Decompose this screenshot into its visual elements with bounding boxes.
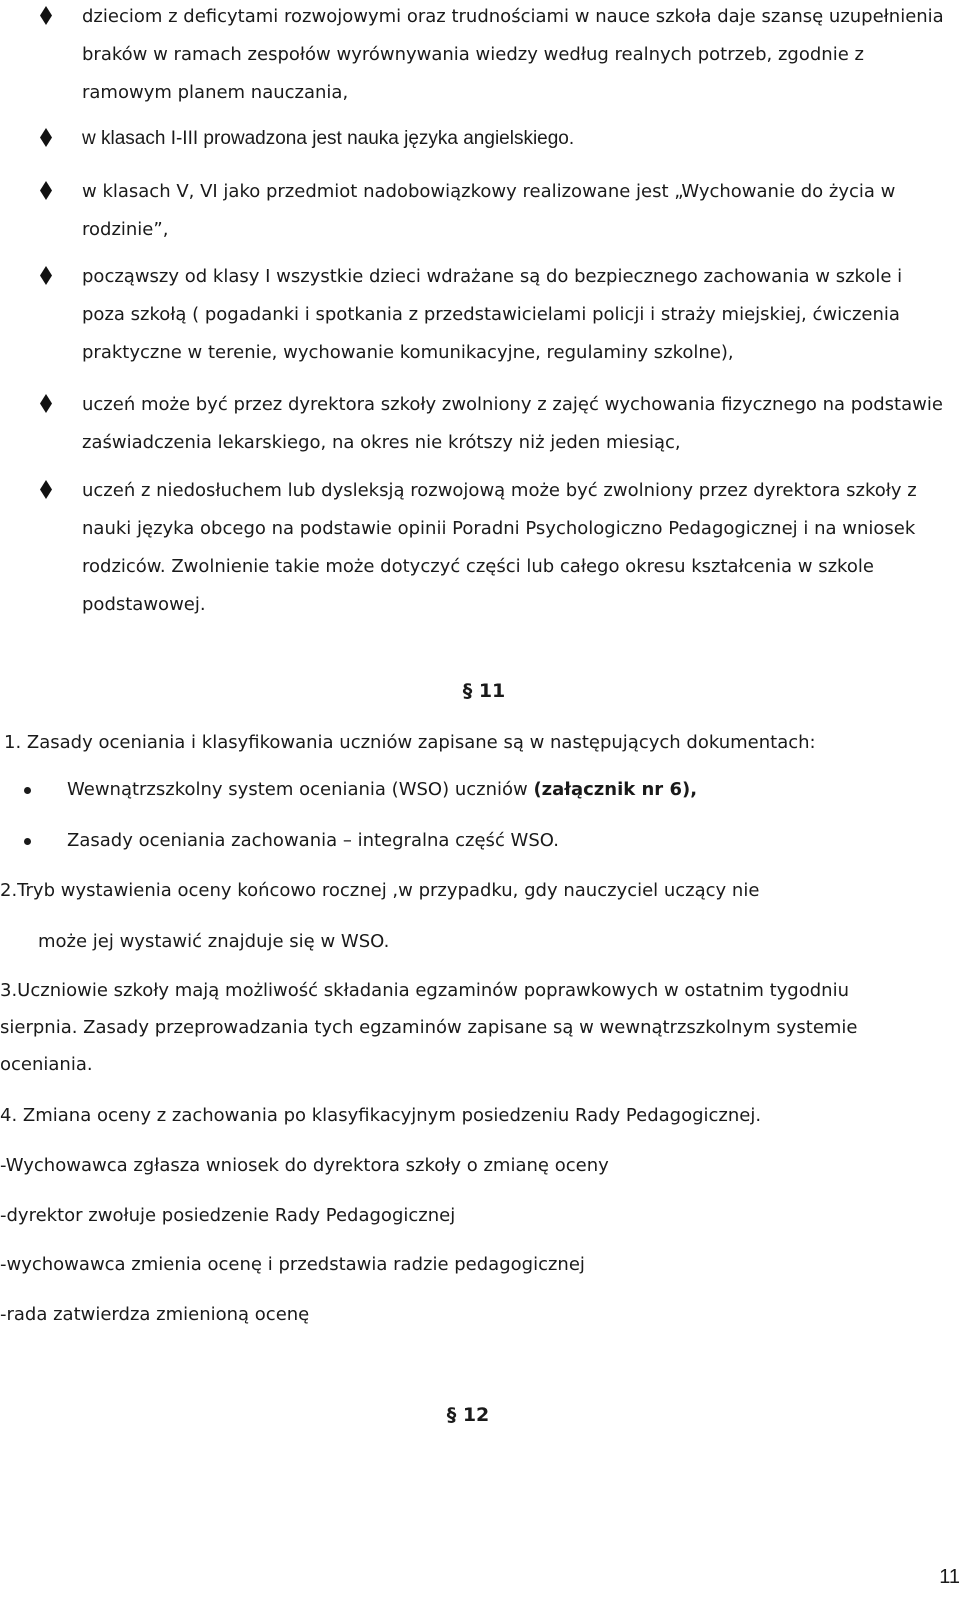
circle-bullet-icon [24, 787, 31, 794]
paragraph-point-3: 3.Uczniowie szkoły mają możliwość składania egzaminów poprawkowych w ostatnim tygodniu sierpnia. Zasady przeprowadzania tych egzaminów zapisane są w wewnątrzszkolnym systemie oceniania. [0, 980, 858, 1075]
list-item-text: dzieciom z deficytami rozwojowymi oraz trudnościami w nauce szkoła daje szansę uzupełnienia braków w ramach zespołów wyrównywania wiedzy według realnych potrzeb, zgodnie z ramowym planem nauczania, [82, 6, 944, 103]
list-item [67, 778, 697, 802]
procedure-step: -Wychowawca zgłasza wniosek do dyrektora szkoły o zmianę oceny [0, 1155, 609, 1176]
list-item-text: począwszy od klasy I wszystkie dzieci wdrażane są do bezpiecznego zachowania w szkole i poza szkołą ( pogadanki i spotkania z przedstawicielami policji i straży miejskiej, ćwiczenia praktyczne w terenie, wychowanie komunikacyjne, regulaminy szkolne), [82, 266, 903, 363]
paragraph-point-2-line-1: 2.Tryb wystawienia oceny końcowo rocznej ,w przypadku, gdy nauczyciel uczący nie [0, 880, 760, 901]
diamond-bullet-icon [40, 128, 52, 147]
list-item-text: w klasach I-III prowadzona jest nauka języka angielskiego. [82, 128, 575, 149]
diamond-bullet-icon [40, 480, 52, 499]
section-heading-11: § 11 [462, 680, 506, 702]
list-item-text: Zasady oceniania zachowania – integralna część WSO. [67, 830, 559, 851]
list-item-text: uczeń może być przez dyrektora szkoły zwolniony z zajęć wychowania fizycznego na podstawie zaświadczenia lekarskiego, na okres nie krótszy niż jeden miesiąc, [82, 394, 943, 453]
diamond-bullet-icon [40, 266, 52, 285]
paragraph-point-1: 1. Zasady oceniania i klasyfikowania uczniów zapisane są w następujących dokumentach: [4, 732, 816, 753]
list-item [67, 829, 559, 853]
diamond-bullet-icon [40, 6, 52, 25]
paragraph-point-2-line-2: może jej wystawić znajduje się w WSO. [38, 931, 390, 952]
paragraph-point-4: 4. Zmiana oceny z zachowania po klasyfikacyjnym posiedzeniu Rady Pedagogicznej. [0, 1105, 762, 1126]
list-item-text: uczeń z niedosłuchem lub dysleksją rozwojową może być zwolniony przez dyrektora szkoły z nauki języka obcego na podstawie opinii Poradni Psychologiczno Pedagogicznej i na wniosek rodziców. Zwolnienie takie może dotyczyć części lub całego okresu kształcenia w szkole podstawowej. [82, 480, 917, 615]
procedure-step: -dyrektor zwołuje posiedzenie Rady Pedagogicznej [0, 1205, 456, 1226]
diamond-bullet-icon [40, 394, 52, 413]
procedure-step: -rada zatwierdza zmienioną ocenę [0, 1304, 310, 1325]
circle-bullet-icon [24, 838, 31, 845]
page-number: 11 [939, 1566, 960, 1588]
list-item-text: Wewnątrzszkolny system oceniania (WSO) uczniów [67, 779, 534, 800]
diamond-bullet-icon [40, 181, 52, 200]
section-heading-12: § 12 [446, 1404, 490, 1426]
procedure-step: -wychowawca zmienia ocenę i przedstawia radzie pedagogicznej [0, 1254, 585, 1275]
list-item-bold-text: (załącznik nr 6), [533, 779, 698, 800]
list-item-text: w klasach V, VI jako przedmiot nadobowiązkowy realizowane jest „Wychowanie do życia w rodzinie”, [82, 181, 896, 240]
